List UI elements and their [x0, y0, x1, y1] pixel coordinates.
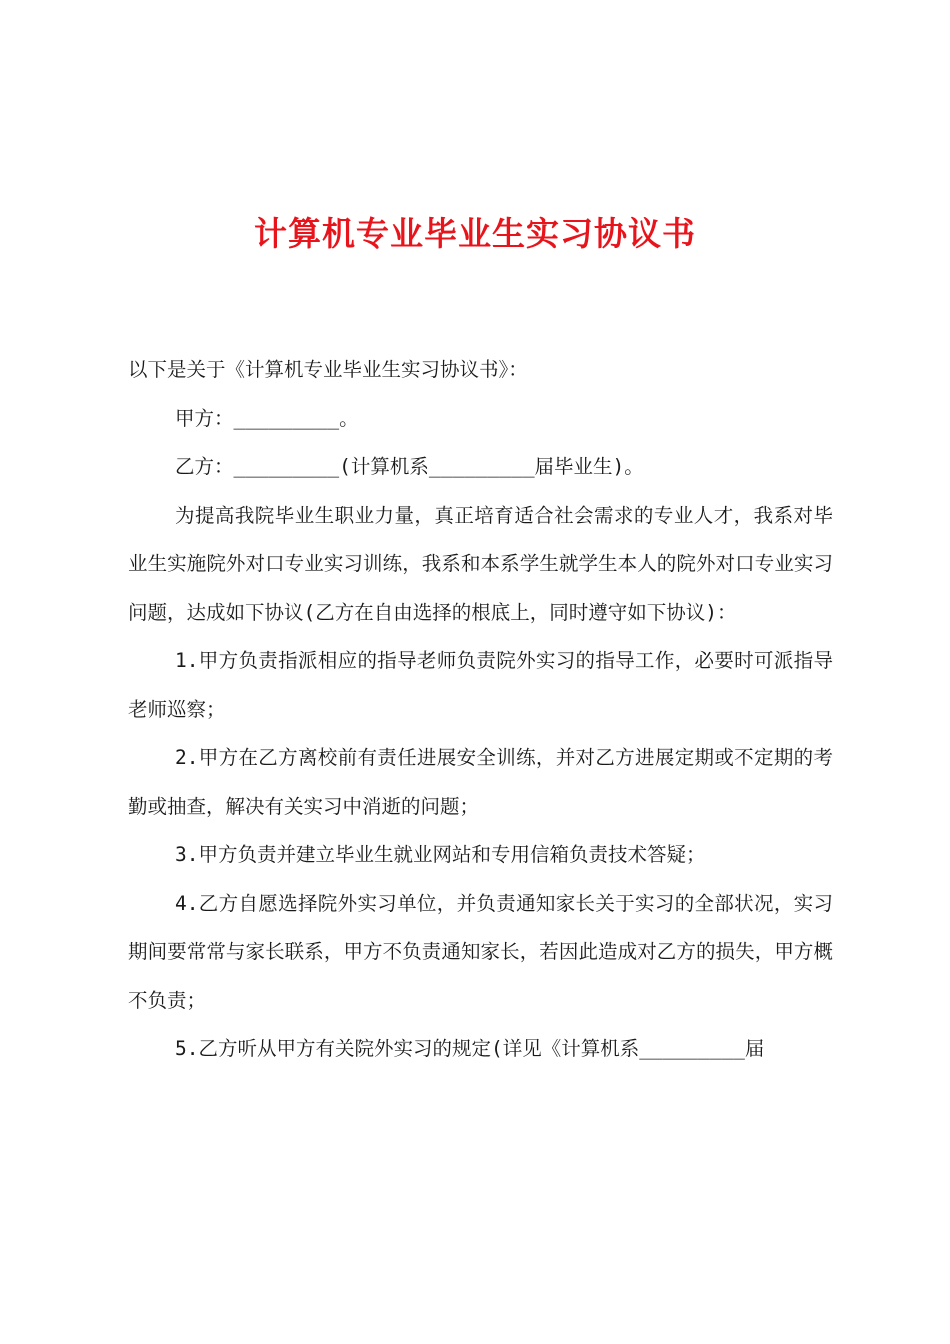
clause-4: 4.乙方自愿选择院外实习单位，并负责通知家长关于实习的全部状况，实习期间要常常与家长联系，甲方不负责通知家长，若因此造成对乙方的损失，甲方概不负责；	[128, 891, 833, 1012]
party-a-line: 甲方：_________。	[175, 406, 359, 430]
intro-paragraph: 以下是关于《计算机专业毕业生实习协议书》：	[128, 358, 528, 381]
document-title: 计算机专业毕业生实习协议书	[254, 214, 696, 253]
clause-5: 5.乙方听从甲方有关院外实习的规定(详见《计算机系_________届	[175, 1037, 765, 1060]
document-body	[128, 346, 833, 1074]
clause-2: 2.甲方在乙方离校前有责任进展安全训练，并对乙方进展定期或不定期的考勤或抽查，解决有关实习中消逝的问题；	[128, 746, 833, 818]
purpose-paragraph: 为提高我院毕业生职业力量，真正培育适合社会需求的专业人才，我系对毕业生实施院外对口专业实习训练，我系和本系学生就学生本人的院外对口专业实习问题，达成如下协议(乙方在自由选择的根底上，同时遵守如下协议)：	[128, 503, 833, 624]
clause-3: 3.甲方负责并建立毕业生就业网站和专用信箱负责技术答疑；	[175, 843, 706, 866]
clause-1: 1.甲方负责指派相应的指导老师负责院外实习的指导工作，必要时可派指导老师巡察；	[128, 649, 833, 721]
party-b-line: 乙方：_________(计算机系_________届毕业生)。	[175, 455, 644, 478]
